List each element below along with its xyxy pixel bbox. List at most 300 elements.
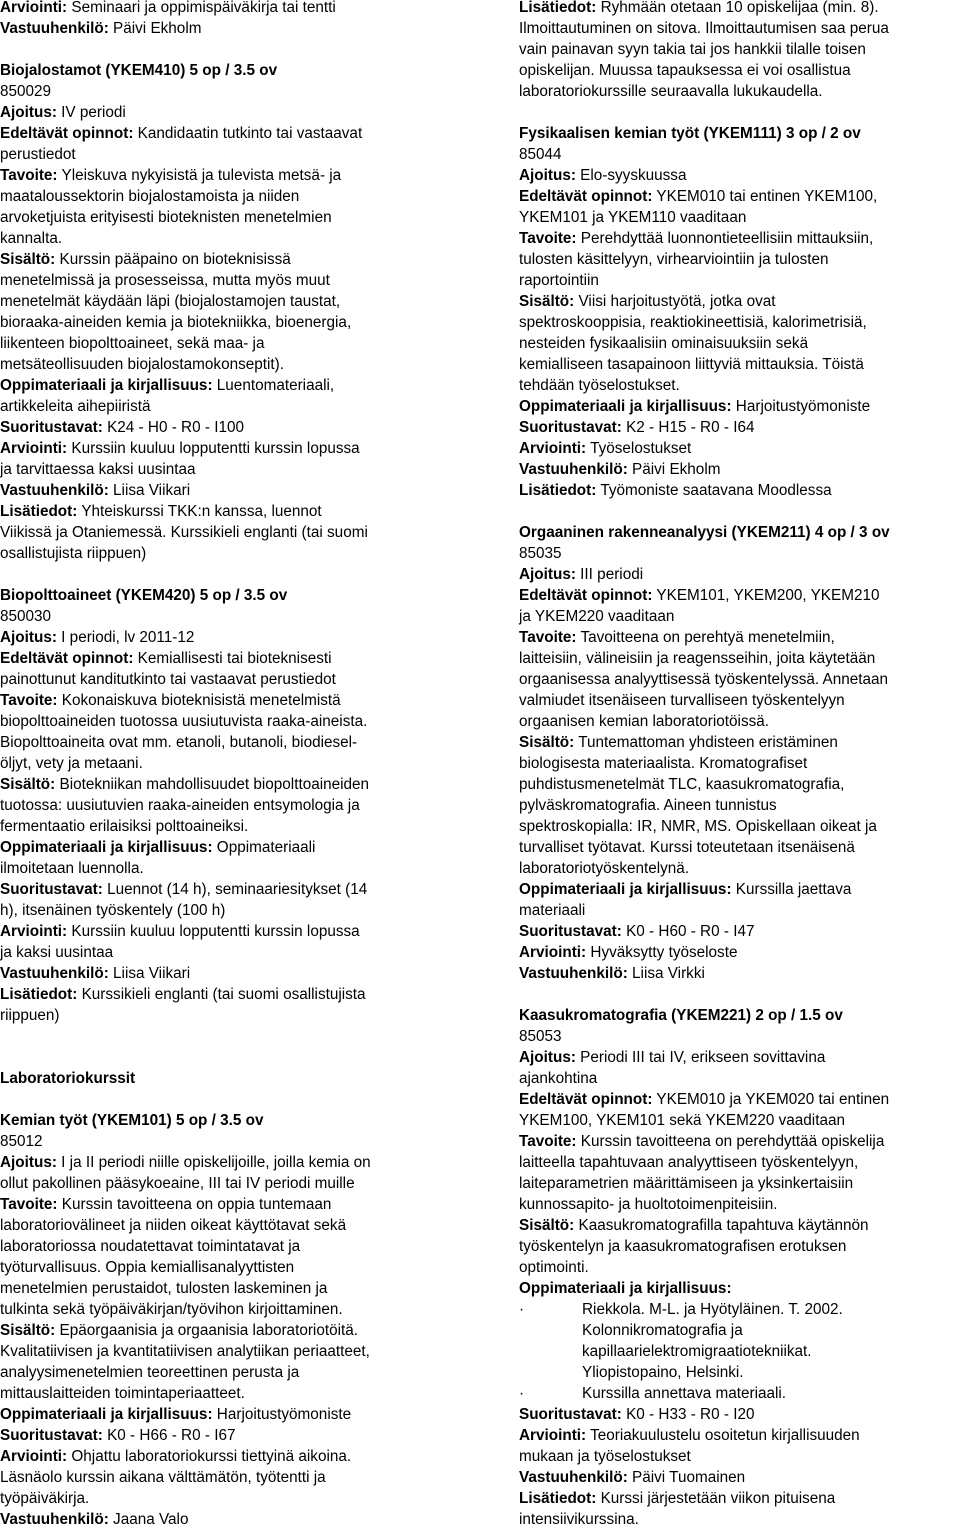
field-label: Oppimateriaali ja kirjallisuus:	[519, 1280, 732, 1297]
text-line	[0, 1362, 460, 1383]
field-value: riippuen)	[0, 1007, 60, 1024]
field-value: menetelmissä ja prosesseissa, mutta myös muut	[0, 272, 330, 289]
field-label: Lisätiedot:	[519, 1490, 597, 1507]
field-value: Perehdyttää luonnontieteellisiin mittauksiin,	[576, 230, 874, 247]
field-label: Tavoite:	[519, 629, 577, 646]
field-value: Biojalostamot (YKEM410) 5 op / 3.5 ov	[0, 62, 278, 79]
field-value: turvalliset työtavat. Kurssi toteutetaan itsenäisenä	[519, 839, 855, 856]
right-field	[519, 1425, 960, 1467]
text-line	[0, 312, 460, 333]
field-value: menetelmien perustaidot, tulosten laskeminen ja	[0, 1280, 328, 1297]
text-line	[519, 753, 960, 774]
left-spacer	[0, 39, 460, 60]
field-value: nesteiden fysikaalisiin ominaisuuksiin sekä	[519, 335, 809, 352]
text-line	[519, 1488, 960, 1509]
text-line	[0, 354, 460, 375]
text-line	[519, 1236, 960, 1257]
text-line	[0, 207, 460, 228]
text-line	[0, 690, 460, 711]
text-line	[519, 270, 960, 291]
field-value: spektroskopialla: IR, NMR, MS. Opiskellaan oikeat ja	[519, 818, 877, 835]
right-field	[519, 396, 960, 417]
text-line	[0, 879, 460, 900]
field-value: biologisesta materiaalista. Kromatografiset	[519, 755, 808, 772]
field-value: kemialliseen tasapainoon liittyviä mittauksia. Töistä	[519, 356, 864, 373]
field-value: Viikissä ja Otaniemessä. Kurssikieli englanti (tai suomi	[0, 524, 368, 541]
field-label: Vastuuhenkilö:	[519, 461, 628, 478]
text-line	[0, 963, 460, 984]
text-line	[519, 81, 960, 102]
field-label: Ajoitus:	[0, 629, 57, 646]
right-bullet-item	[519, 1383, 960, 1404]
left-field	[0, 1194, 460, 1320]
field-value: intensiivikurssina.	[519, 1511, 639, 1528]
field-label: Arviointi:	[519, 1427, 587, 1444]
left-field	[0, 1425, 460, 1446]
text-line	[519, 1152, 960, 1173]
field-value: mukaan ja työselostukset	[519, 1448, 691, 1465]
field-label: Ajoitus:	[519, 566, 576, 583]
left-field	[0, 837, 460, 879]
field-value: Luentomateriaali,	[212, 377, 335, 394]
field-value: Läsnäolo kurssin aikana välttämätön, työtentti ja	[0, 1469, 326, 1486]
left-field	[0, 0, 460, 18]
field-value: opiskelijan. Muussa tapauksessa ei voi osallistua	[519, 62, 851, 79]
text-line	[519, 1446, 960, 1467]
field-label: Suoritustavat:	[519, 1406, 622, 1423]
left-column	[0, 0, 460, 1530]
text-line	[0, 417, 460, 438]
text-line: Yliopistopaino, Helsinki.	[582, 1364, 744, 1381]
text-line	[0, 81, 460, 102]
field-value: Biotekniikan mahdollisuudet biopolttoaineiden	[55, 776, 370, 793]
text-line	[0, 1131, 460, 1152]
text-line	[0, 270, 460, 291]
right-field	[519, 963, 960, 984]
text-line	[0, 648, 460, 669]
text-line	[519, 879, 960, 900]
text-line	[519, 186, 960, 207]
text-line: Kurssilla annettava materiaali.	[582, 1385, 787, 1402]
right-column	[519, 0, 960, 1530]
field-label: Suoritustavat:	[0, 881, 103, 898]
text-line	[519, 627, 960, 648]
field-label: Sisältö:	[519, 1217, 575, 1234]
text-line	[519, 669, 960, 690]
text-line	[519, 1173, 960, 1194]
left-field	[0, 165, 460, 249]
field-value: Päivi Ekholm	[108, 20, 202, 37]
field-label: Vastuuhenkilö:	[519, 1469, 628, 1486]
right-field	[519, 165, 960, 186]
text-line: kapillaarielektromigraatiotekniikat.	[582, 1343, 812, 1360]
field-value: laboratoriovälineet ja niiden oikeat käyttötavat sekä	[0, 1217, 347, 1234]
field-value: IV periodi	[56, 104, 126, 121]
field-value: laboratoriossa noudatettavat toimintatavat ja	[0, 1238, 301, 1255]
field-label: Tavoite:	[0, 1196, 58, 1213]
field-label: Oppimateriaali ja kirjallisuus:	[0, 839, 213, 856]
right-spacer	[519, 102, 960, 123]
field-value: arvoketjuista erityisesti bioteknisten menetelmien	[0, 209, 332, 226]
course-title	[519, 1005, 960, 1026]
text-line	[519, 921, 960, 942]
text-line	[0, 18, 460, 39]
field-value: spektroskooppisia, reaktiokineettisiä, kalorimetrisiä,	[519, 314, 867, 331]
field-value: laiteparametrien määrittämiseen ja yksinkertaisiin	[519, 1175, 854, 1192]
text-line	[519, 291, 960, 312]
field-value: Jaana Valo	[108, 1511, 189, 1528]
field-value: ja tarvittaessa kaksi uusintaa	[0, 461, 196, 478]
field-value: Harjoitustyömoniste	[212, 1406, 352, 1423]
text-line	[0, 1509, 460, 1530]
left-field	[0, 627, 460, 648]
field-value: perustiedot	[0, 146, 76, 163]
field-value: Oppimateriaali	[212, 839, 316, 856]
field-value: orgaanisen kemian laboratoriotöissä.	[519, 713, 769, 730]
text-line	[519, 60, 960, 81]
text-line	[519, 249, 960, 270]
text-line	[519, 858, 960, 879]
text-line	[519, 648, 960, 669]
field-value: Tavoitteena on perehtyä menetelmiin,	[576, 629, 835, 646]
field-value: ollut pakollinen pääsykoeaine, III tai IV periodi muille	[0, 1175, 355, 1192]
field-value: Liisa Virkki	[627, 965, 705, 982]
text-line	[0, 795, 460, 816]
field-value: YKEM010 tai entinen YKEM100,	[652, 188, 878, 205]
field-value: Kurssin tavoitteena on oppia tuntemaan	[57, 1196, 332, 1213]
field-value: biopolttoaineiden tuotossa uusiutuvista raaka-aineista.	[0, 713, 368, 730]
left-field	[0, 18, 460, 39]
text-line	[519, 1278, 960, 1299]
text-line	[0, 1152, 460, 1173]
field-value: kannalta.	[0, 230, 63, 247]
field-value: Ilmoittautuminen on sitova. Ilmoittautumisen saa perua	[519, 20, 889, 37]
field-value: Päivi Ekholm	[627, 461, 721, 478]
text-line	[0, 711, 460, 732]
text-line	[519, 585, 960, 606]
field-value: painottunut kanditutkinto tai vastaavat perustiedot	[0, 671, 336, 688]
text-line	[519, 144, 960, 165]
field-label: Suoritustavat:	[0, 1427, 103, 1444]
text-line: Kolonnikromatografia ja	[582, 1322, 743, 1339]
text-line	[519, 774, 960, 795]
field-value: Työselostukset	[586, 440, 692, 457]
field-label: Tavoite:	[519, 1133, 577, 1150]
right-heading	[519, 1005, 960, 1026]
course-title	[519, 522, 960, 543]
right-field	[519, 438, 960, 459]
left-field	[0, 879, 460, 921]
field-value: osallistujista riippuen)	[0, 545, 147, 562]
left-field	[0, 648, 460, 690]
field-value: Liisa Viikari	[108, 482, 191, 499]
right-field	[519, 1089, 960, 1131]
text-line: Riekkola. M-L. ja Hyötyläinen. T. 2002.	[582, 1301, 843, 1318]
text-line	[0, 1005, 460, 1026]
left-field	[0, 102, 460, 123]
text-line	[519, 18, 960, 39]
right-bullet-item	[519, 1299, 960, 1383]
field-label: Ajoitus:	[519, 1049, 576, 1066]
right-field	[519, 144, 960, 165]
field-value: tulosten käsittelyyn, virhearviointiin ja tulosten	[519, 251, 829, 268]
field-value: orgaanisessa analyyttisessä työskentelyssä. Annetaan	[519, 671, 889, 688]
field-value: raportointiin	[519, 272, 599, 289]
field-value: ja YKEM220 vaaditaan	[519, 608, 675, 625]
field-value: Seminaari ja oppimispäiväkirja tai tentti	[67, 0, 336, 16]
field-label: Ajoitus:	[519, 167, 576, 184]
left-field	[0, 963, 460, 984]
field-label: Lisätiedot:	[0, 986, 78, 1003]
text-line	[0, 627, 460, 648]
text-line	[0, 900, 460, 921]
text-line	[519, 459, 960, 480]
field-value: Kemian työt (YKEM101) 5 op / 3.5 ov	[0, 1112, 264, 1129]
field-label: Ajoitus:	[0, 104, 57, 121]
field-value: laitteella tapahtuvaan analyyttiseen työskentelyyn,	[519, 1154, 859, 1171]
text-line	[0, 249, 460, 270]
course-title	[0, 60, 460, 81]
field-value: Tuntemattoman yhdisteen eristäminen	[574, 734, 838, 751]
field-label: Arviointi:	[0, 923, 68, 940]
field-value: puhdistusmenetelmät TLC, kaasukromatografia,	[519, 776, 845, 793]
field-value: Kaasukromatografia (YKEM221) 2 op / 1.5 ov	[519, 1007, 843, 1024]
text-line	[0, 144, 460, 165]
field-label: Oppimateriaali ja kirjallisuus:	[0, 377, 213, 394]
field-label: Arviointi:	[519, 944, 587, 961]
text-line	[0, 816, 460, 837]
field-value: K2 - H15 - R0 - I64	[621, 419, 755, 436]
left-field	[0, 690, 460, 774]
text-line	[519, 1425, 960, 1446]
field-value: Yhteiskurssi TKK:n kanssa, luennot	[77, 503, 322, 520]
text-line	[0, 1467, 460, 1488]
field-value: Epäorgaanisia ja orgaanisia laboratoriotöitä.	[55, 1322, 358, 1339]
field-value: Teoriakuulustelu osoitetun kirjallisuuden	[586, 1427, 860, 1444]
text-line	[0, 480, 460, 501]
text-line	[0, 1257, 460, 1278]
right-field	[519, 1026, 960, 1047]
field-label: Vastuuhenkilö:	[0, 965, 109, 982]
field-label: Edeltävät opinnot:	[519, 587, 653, 604]
left-field	[0, 501, 460, 564]
field-value: III periodi	[575, 566, 644, 583]
text-line	[0, 438, 460, 459]
field-value: menetelmät käydään läpi (biojalostamojen taustat,	[0, 293, 341, 310]
field-value: Kurssin tavoitteena on perehdyttää opiskelija	[576, 1133, 885, 1150]
field-label: Arviointi:	[0, 440, 68, 457]
text-line	[0, 459, 460, 480]
field-value: K24 - H0 - R0 - I100	[102, 419, 244, 436]
field-label: Arviointi:	[0, 0, 68, 16]
text-line	[519, 543, 960, 564]
field-value: Biopolttoaineita ovat mm. etanoli, butanoli, biodiesel-	[0, 734, 358, 751]
text-line	[0, 123, 460, 144]
right-field	[519, 627, 960, 732]
text-line	[0, 375, 460, 396]
text-line	[0, 1215, 460, 1236]
right-spacer	[519, 984, 960, 1005]
right-field	[519, 1404, 960, 1425]
field-value: öljyt, vety ja metaani.	[0, 755, 143, 772]
left-field	[0, 81, 460, 102]
text-line	[519, 0, 960, 18]
field-value: I ja II periodi niille opiskelijoille, joilla kemia on	[56, 1154, 371, 1171]
right-field	[519, 1488, 960, 1530]
text-line	[0, 1299, 460, 1320]
field-value: YKEM101 ja YKEM110 vaaditaan	[519, 209, 747, 226]
field-label: Edeltävät opinnot:	[519, 188, 653, 205]
field-label: Oppimateriaali ja kirjallisuus:	[0, 1406, 213, 1423]
field-value: kunnossapito- ja huoltotoimenpiteisiin.	[519, 1196, 778, 1213]
text-line	[519, 375, 960, 396]
field-value: YKEM101, YKEM200, YKEM210	[652, 587, 880, 604]
field-value: Viisi harjoitustyötä, jotka ovat	[574, 293, 776, 310]
field-value: YKEM100, YKEM101 sekä YKEM220 vaaditaan	[519, 1112, 845, 1129]
field-label: Tavoite:	[0, 692, 58, 709]
right-spacer	[519, 501, 960, 522]
text-line	[519, 39, 960, 60]
left-field	[0, 1152, 460, 1194]
field-label: Arviointi:	[0, 1448, 68, 1465]
field-value: Kurssin pääpaino on bioteknisissä	[55, 251, 291, 268]
field-value: laboratoriotyöskentelynä.	[519, 860, 690, 877]
field-label: Tavoite:	[519, 230, 577, 247]
field-label: Vastuuhenkilö:	[0, 20, 109, 37]
text-line	[0, 1320, 460, 1341]
field-value: laboratoriokurssille seuraavalla lukukaudella.	[519, 83, 823, 100]
text-line	[519, 1215, 960, 1236]
text-line	[0, 165, 460, 186]
field-value: 850029	[0, 83, 52, 100]
field-value: Fysikaalisen kemian työt (YKEM111) 3 op / 2 ov	[519, 125, 861, 142]
field-value: Kvalitatiivisen ja kvantitatiivisen analytiikan periaatteet,	[0, 1343, 370, 1360]
right-field	[519, 543, 960, 564]
field-value: Kandidaatin tutkinto tai vastaavat	[133, 125, 363, 142]
field-value: Kurssikieli englanti (tai suomi osallistujista	[77, 986, 366, 1003]
field-value: valmiudet itsenäiseen turvalliseen työskentelyyn	[519, 692, 845, 709]
text-line	[519, 1404, 960, 1425]
field-value: 85044	[519, 146, 562, 163]
right-heading	[519, 123, 960, 144]
field-label: Suoritustavat:	[519, 923, 622, 940]
field-label: Sisältö:	[0, 1322, 56, 1339]
course-title	[0, 1068, 460, 1089]
field-value: 85053	[519, 1028, 562, 1045]
field-value: Liisa Viikari	[108, 965, 191, 982]
right-field	[519, 732, 960, 879]
field-value: Laboratoriokurssit	[0, 1070, 136, 1087]
text-line	[0, 228, 460, 249]
text-line	[519, 480, 960, 501]
text-line	[0, 732, 460, 753]
text-line	[0, 774, 460, 795]
text-line	[0, 984, 460, 1005]
text-line	[519, 837, 960, 858]
right-field	[519, 228, 960, 291]
field-label: Lisätiedot:	[519, 482, 597, 499]
text-line	[0, 942, 460, 963]
text-line	[0, 1425, 460, 1446]
field-value: bioraaka-aineiden kemia ja biotekniikka, bioenergia,	[0, 314, 352, 331]
left-field	[0, 438, 460, 480]
left-spacer	[0, 564, 460, 585]
left-field	[0, 774, 460, 837]
field-value: Kurssi järjestetään viikon pituisena	[596, 1490, 836, 1507]
field-label: Vastuuhenkilö:	[0, 482, 109, 499]
text-line	[519, 711, 960, 732]
text-line	[519, 417, 960, 438]
right-field	[519, 459, 960, 480]
field-value: Työmoniste saatavana Moodlessa	[596, 482, 832, 499]
text-line	[519, 1257, 960, 1278]
left-field	[0, 1509, 460, 1530]
field-value: Kokonaiskuva bioteknisistä menetelmistä	[57, 692, 341, 709]
field-value: Biopolttoaineet (YKEM420) 5 op / 3.5 ov	[0, 587, 288, 604]
right-heading	[519, 522, 960, 543]
field-value: Kurssiin kuuluu lopputentti kurssin lopussa	[67, 923, 360, 940]
field-value: Kemiallisesti tai bioteknisesti	[133, 650, 332, 667]
text-line	[519, 438, 960, 459]
field-value: K0 - H60 - R0 - I47	[621, 923, 755, 940]
field-label: Suoritustavat:	[519, 419, 622, 436]
text-line	[0, 1341, 460, 1362]
text-line	[0, 669, 460, 690]
text-line	[0, 921, 460, 942]
field-value: Yleiskuva nykyisistä ja tulevista metsä- ja	[57, 167, 342, 184]
right-field	[519, 1467, 960, 1488]
text-line	[0, 1236, 460, 1257]
field-value: tuotossa: uusiutuvien raaka-aineiden entsymologia ja	[0, 797, 360, 814]
bullet-marker: ·	[519, 1385, 525, 1402]
text-line	[0, 522, 460, 543]
field-value: I periodi, lv 2011-12	[56, 629, 195, 646]
text-line	[0, 0, 460, 18]
field-label: Tavoite:	[0, 167, 58, 184]
text-line	[519, 1467, 960, 1488]
field-value: Periodi III tai IV, erikseen sovittavina	[575, 1049, 826, 1066]
text-line	[0, 1404, 460, 1425]
left-field	[0, 249, 460, 375]
text-line	[0, 501, 460, 522]
field-value: liikenteen biopolttoaineet, sekä maa- ja	[0, 335, 265, 352]
field-value: ajankohtina	[519, 1070, 598, 1087]
text-line	[519, 312, 960, 333]
text-line	[0, 102, 460, 123]
field-value: Orgaaninen rakenneanalyysi (YKEM211) 4 op / 3 ov	[519, 524, 890, 541]
field-value: ilmoitetaan luennolla.	[0, 860, 144, 877]
field-label: Arviointi:	[519, 440, 587, 457]
left-field	[0, 375, 460, 417]
right-field	[519, 585, 960, 627]
field-value: työskentelyn ja kaasukromatografisen erotuksen	[519, 1238, 847, 1255]
text-line	[519, 396, 960, 417]
field-value: maataloussektorin biojalostamoista ja niiden	[0, 188, 300, 205]
text-line	[519, 816, 960, 837]
left-field	[0, 1404, 460, 1425]
field-label: Suoritustavat:	[0, 419, 103, 436]
right-field	[519, 879, 960, 921]
text-line	[519, 795, 960, 816]
field-value: 85012	[0, 1133, 43, 1150]
course-title	[0, 1110, 460, 1131]
field-value: Kaasukromatografilla tapahtuva käytännön	[574, 1217, 869, 1234]
text-line	[0, 396, 460, 417]
text-line	[519, 732, 960, 753]
text-line	[0, 606, 460, 627]
field-label: Edeltävät opinnot:	[0, 650, 134, 667]
left-spacer	[0, 1047, 460, 1068]
